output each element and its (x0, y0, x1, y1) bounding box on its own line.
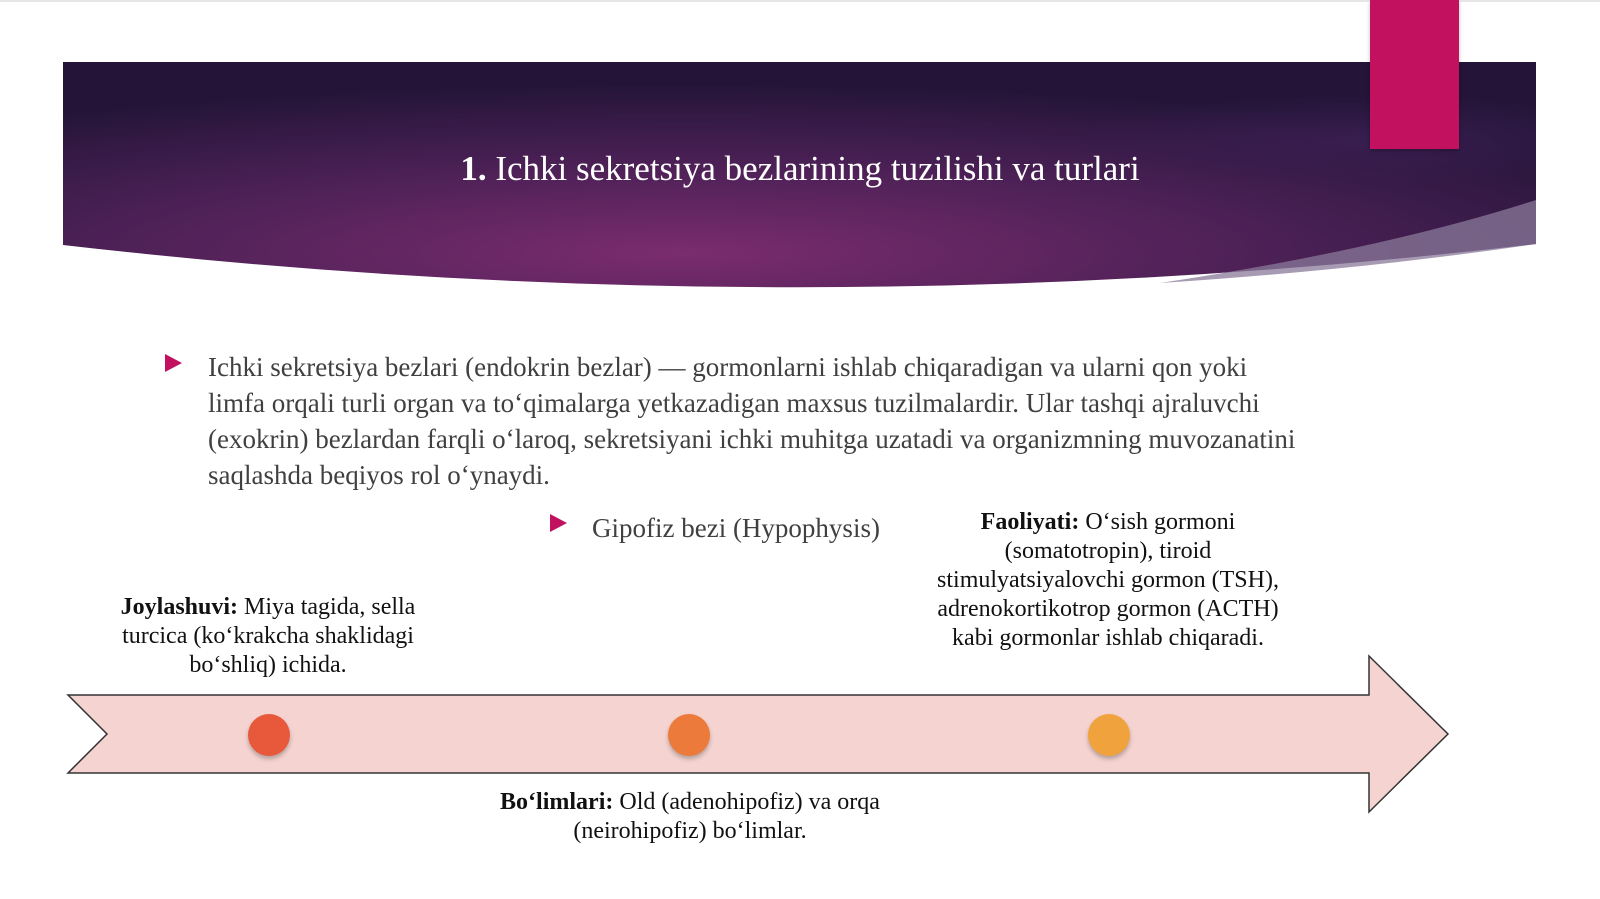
sub-bullet-text: Gipofiz bezi (Hypophysis) (592, 513, 880, 543)
timeline-dot-3 (1088, 714, 1130, 756)
timeline-dot-1 (248, 714, 290, 756)
timeline-label-parts (490, 788, 890, 846)
timeline-dot-2 (668, 714, 710, 756)
title-number: 1. (460, 149, 487, 188)
timeline-label-location (98, 593, 438, 680)
title-text: Ichki sekretsiya bezlarining tuzilishi va turlari (495, 149, 1140, 188)
sub-bullet-arrow-icon (550, 514, 567, 532)
bullet-arrow-icon (165, 354, 182, 372)
timeline-heading-function: Faoliyati: (980, 509, 1080, 535)
timeline-heading-location: Joylashuvi: (120, 594, 239, 620)
timeline-heading-parts: Bo‘limlari: (500, 789, 614, 815)
timeline-label-function (918, 508, 1298, 653)
accent-tab (1370, 0, 1459, 149)
timeline-text-location: Miya tagida, sella turcica (ko‘krakcha shaklidagi bo‘shliq) ichida. (122, 594, 416, 678)
timeline-text-parts: Old (adenohipofiz) va orqa (neirohipofiz) bo‘limlar. (573, 789, 880, 844)
intro-paragraph: Ichki sekretsiya bezlari (endokrin bezlar) — gormonlarni ishlab chiqaradigan va ularni qon yoki limfa orqali turli organ va to‘qimalarga yetkazadigan maxsus tuzilmalardir. Ular tashqi ajraluvchi (exokrin) bezlardan farqli o‘laroq, sekretsiyani ichki muhitga uzatadi va organizmning muvozanatini saqlashda beqiyos rol o‘ynaydi. (208, 352, 1296, 490)
timeline-text-function: O‘sish gormoni (somatotropin), tiroid stimulyatsiyalovchi gormon (TSH), adrenokortikotrop gormon (ACTH) kabi gormonlar ishlab chiqaradi. (937, 509, 1279, 651)
slide-title (140, 148, 1460, 190)
